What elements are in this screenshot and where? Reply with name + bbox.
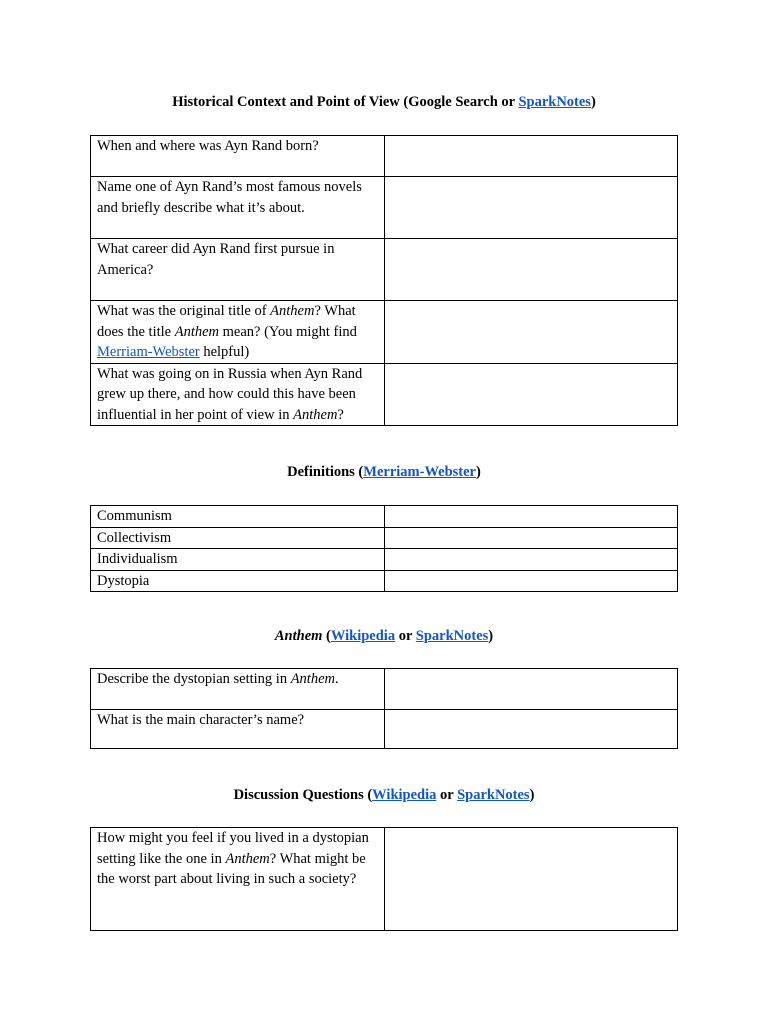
sparknotes-link[interactable]: SparkNotes <box>457 787 530 803</box>
question-text: . <box>335 671 339 687</box>
table-row <box>91 710 678 749</box>
book-title-italic: Anthem <box>225 850 270 867</box>
definition-cell[interactable] <box>385 549 678 571</box>
answer-cell[interactable] <box>385 669 678 710</box>
question-cell <box>91 177 385 239</box>
term-text: Communism <box>97 508 172 524</box>
question-text: What is the main character’s name? <box>97 712 305 728</box>
definitions-heading <box>0 463 768 481</box>
merriam-webster-link[interactable]: Merriam-Webster <box>363 464 476 480</box>
question-text: mean? (You might find <box>219 323 357 340</box>
definition-cell[interactable] <box>385 527 678 549</box>
merriam-webster-link[interactable]: Merriam-Webster <box>97 344 200 360</box>
table-row <box>91 506 678 528</box>
term-cell <box>91 527 385 549</box>
answer-cell[interactable] <box>385 828 678 931</box>
term-cell <box>91 506 385 528</box>
table-row <box>91 301 678 364</box>
question-cell <box>91 669 385 710</box>
discussion-heading-suffix: ) <box>529 787 535 803</box>
historical-context-table <box>90 135 678 426</box>
table-row <box>91 828 678 931</box>
answer-cell[interactable] <box>385 363 678 426</box>
definitions-heading-suffix: ) <box>476 464 481 480</box>
table-row <box>91 527 678 549</box>
anthem-heading <box>0 627 768 645</box>
table-row <box>91 177 678 239</box>
wikipedia-link[interactable]: Wikipedia <box>372 787 437 803</box>
table-row <box>91 136 678 177</box>
question-text: When and where was Ayn Rand born? <box>97 138 319 154</box>
book-title-italic: Anthem <box>293 406 338 423</box>
question-text: Name one of Ayn Rand’s most famous novels and briefly describe what it’s about. <box>97 179 362 216</box>
historical-heading-suffix: ) <box>590 94 596 110</box>
book-title-italic: Anthem <box>174 323 220 340</box>
question-text: ? What might be the worst part about living in such a society? <box>97 850 366 887</box>
discussion-heading-text: Discussion Questions ( <box>233 787 373 803</box>
term-text: Dystopia <box>97 572 150 589</box>
discussion-questions-heading <box>0 786 768 804</box>
question-cell <box>91 301 385 364</box>
table-row <box>91 570 678 592</box>
question-text: helpful) <box>199 344 250 360</box>
question-text: Describe the dystopian setting in <box>97 671 291 687</box>
table-row <box>91 549 678 571</box>
term-text: Individualism <box>97 551 178 567</box>
book-title-italic: Anthem <box>290 671 335 687</box>
sparknotes-link[interactable]: SparkNotes <box>415 628 489 644</box>
question-text: What was going on in Russia when Ayn Rand grew up there, and how could this have been influential in her point of view in <box>97 365 363 423</box>
question-text: What was the original title of <box>97 303 271 319</box>
answer-cell[interactable] <box>385 177 678 239</box>
definition-cell[interactable] <box>385 506 678 528</box>
anthem-heading-close: ) <box>488 628 494 644</box>
question-text: What career did Ayn Rand first pursue in America? <box>97 241 335 278</box>
book-title-italic: Anthem <box>270 303 315 319</box>
anthem-heading-text: ( <box>322 628 331 644</box>
question-text: ? <box>337 406 344 423</box>
question-cell <box>91 710 385 749</box>
answer-cell[interactable] <box>385 710 678 749</box>
definitions-table <box>90 505 678 592</box>
term-cell <box>91 549 385 571</box>
definition-cell[interactable] <box>385 570 678 592</box>
question-cell <box>91 363 385 426</box>
answer-cell[interactable] <box>385 301 678 364</box>
question-cell <box>91 136 385 177</box>
table-row <box>91 363 678 426</box>
wikipedia-link[interactable]: Wikipedia <box>330 628 396 644</box>
question-text: ? What does the title <box>97 303 356 340</box>
discussion-table <box>90 827 678 931</box>
historical-context-heading <box>0 93 768 111</box>
answer-cell[interactable] <box>385 136 678 177</box>
table-row <box>91 669 678 710</box>
term-text: Collectivism <box>97 529 172 546</box>
anthem-table <box>90 668 678 749</box>
sparknotes-link[interactable]: SparkNotes <box>518 94 591 110</box>
question-cell <box>91 828 385 931</box>
historical-heading-text: Historical Context and Point of View (Google Search or <box>172 94 519 110</box>
anthem-title: Anthem <box>274 628 323 644</box>
table-row <box>91 239 678 301</box>
anthem-heading-or: or <box>395 628 416 644</box>
term-cell <box>91 570 385 592</box>
question-cell <box>91 239 385 301</box>
discussion-heading-or: or <box>436 787 458 803</box>
question-text: How might you feel if you lived in a dystopian setting like the one in <box>97 830 369 867</box>
definitions-heading-text: Definitions ( <box>287 464 364 480</box>
answer-cell[interactable] <box>385 239 678 301</box>
